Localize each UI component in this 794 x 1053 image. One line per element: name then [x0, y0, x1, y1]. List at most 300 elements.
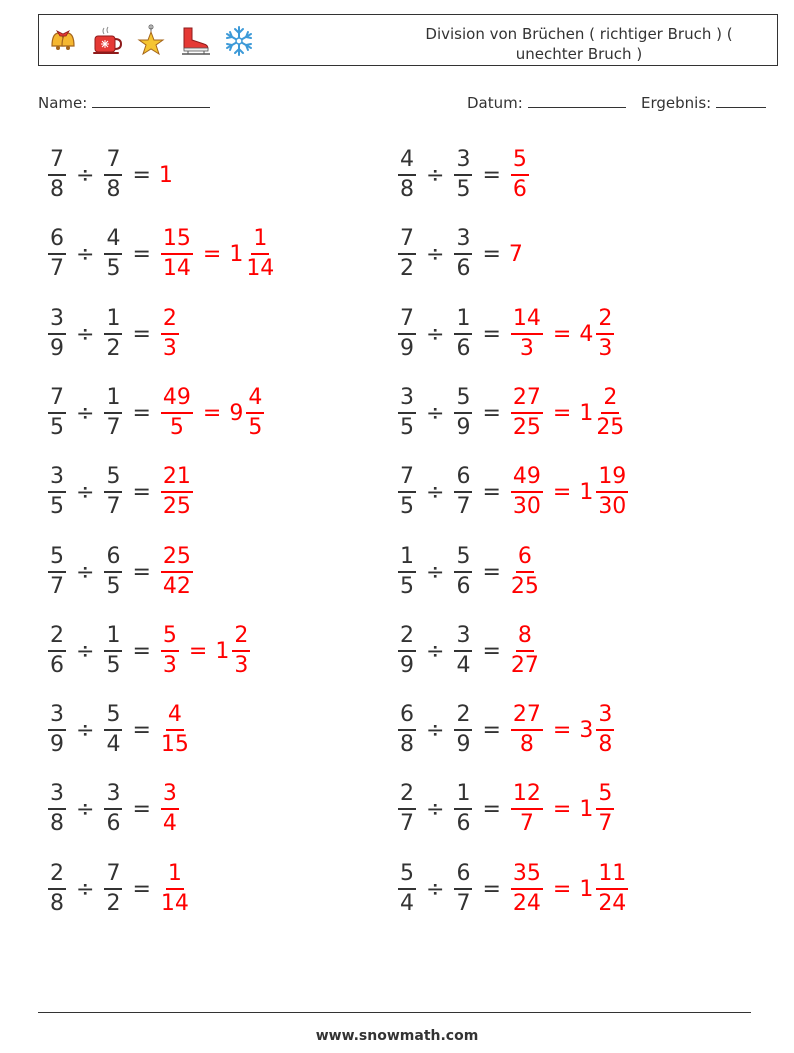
numerator: 1 — [104, 307, 122, 335]
denominator: 8 — [598, 732, 613, 757]
problem-item — [46, 700, 191, 760]
dividend-fraction — [398, 862, 416, 916]
answer — [159, 545, 195, 599]
date-blank[interactable] — [528, 92, 626, 108]
denominator: 4 — [456, 653, 471, 678]
dividend-fraction — [398, 465, 416, 519]
denominator: 8 — [400, 177, 414, 202]
numerator: 2 — [48, 862, 66, 890]
mug-icon — [89, 23, 125, 59]
denominator: 9 — [50, 732, 64, 757]
divide-sign: ÷ — [76, 638, 95, 664]
divide-sign: ÷ — [76, 400, 95, 426]
denominator: 5 — [248, 415, 263, 440]
mixed-whole: 1 — [579, 796, 594, 822]
answer-fraction — [511, 782, 543, 836]
name-label: Name: — [38, 94, 88, 112]
answer — [159, 703, 191, 757]
divide-sign: ÷ — [426, 796, 445, 822]
answer-fraction — [161, 227, 193, 281]
dividend-fraction — [48, 703, 66, 757]
divide-sign: ÷ — [426, 400, 445, 426]
divisor-fraction — [104, 307, 122, 361]
denominator: 6 — [456, 256, 471, 281]
divisor-fraction — [454, 862, 472, 916]
numerator: 2 — [398, 624, 416, 652]
equals-sign: = — [132, 400, 151, 426]
dividend-fraction — [398, 386, 416, 440]
footer-url: www.snowmath.com — [315, 1028, 479, 1044]
divisor-fraction — [454, 227, 472, 281]
divisor-fraction — [454, 624, 472, 678]
answer-whole: 1 — [158, 162, 173, 188]
divide-sign: ÷ — [426, 162, 445, 188]
divisor-fraction — [454, 703, 472, 757]
problem-item — [46, 542, 195, 602]
denominator: 8 — [50, 811, 64, 836]
answer-fraction — [161, 782, 179, 836]
divisor-fraction — [104, 227, 122, 281]
denominator: 25 — [596, 415, 625, 440]
answer — [159, 227, 276, 281]
equals-sign: = — [482, 321, 501, 347]
divisor-fraction — [454, 386, 472, 440]
answer-fraction — [511, 545, 539, 599]
equals-sign: = — [552, 876, 572, 902]
dividend-fraction — [48, 545, 66, 599]
divisor-fraction — [104, 862, 122, 916]
dividend-fraction — [48, 386, 66, 440]
denominator: 7 — [400, 811, 414, 836]
problem-item — [46, 383, 266, 443]
numerator: 1 — [454, 782, 472, 810]
denominator: 14 — [246, 256, 275, 281]
denominator: 30 — [512, 494, 541, 519]
denominator: 25 — [162, 494, 191, 519]
mixed-fraction — [596, 782, 614, 836]
answer-fraction — [511, 624, 539, 678]
denominator: 5 — [50, 494, 64, 519]
equals-sign: = — [132, 796, 151, 822]
equals-sign: = — [132, 717, 151, 743]
denominator: 25 — [510, 574, 539, 599]
numerator: 25 — [161, 545, 193, 573]
denominator: 9 — [50, 336, 64, 361]
divide-sign: ÷ — [426, 638, 445, 664]
denominator: 7 — [456, 494, 471, 519]
equals-sign: = — [482, 162, 501, 188]
numerator: 3 — [454, 227, 472, 255]
answer — [509, 782, 616, 836]
mixed-fraction — [246, 386, 264, 440]
problem-item — [46, 779, 181, 839]
denominator: 8 — [400, 732, 414, 757]
answer — [159, 862, 191, 916]
denominator: 6 — [512, 177, 527, 202]
mixed-fraction — [596, 307, 614, 361]
numerator: 7 — [104, 148, 122, 176]
numerator: 5 — [104, 465, 122, 493]
denominator: 24 — [512, 891, 541, 916]
answer — [159, 386, 266, 440]
answer-fraction — [161, 386, 193, 440]
divisor-fraction — [454, 307, 472, 361]
equals-sign: = — [202, 400, 222, 426]
denominator: 7 — [50, 256, 64, 281]
answer-fraction — [511, 148, 529, 202]
answer — [509, 624, 541, 678]
numerator: 2 — [601, 386, 619, 414]
problem-item — [396, 383, 626, 443]
denominator: 30 — [598, 494, 627, 519]
answer-fraction — [511, 862, 543, 916]
denominator: 9 — [456, 415, 471, 440]
equals-sign: = — [482, 876, 501, 902]
mixed-whole: 9 — [229, 400, 244, 426]
dividend-fraction — [398, 703, 416, 757]
equals-sign: = — [482, 241, 501, 267]
answer — [159, 307, 181, 361]
snowflake-icon — [221, 23, 257, 59]
numerator: 4 — [166, 703, 184, 731]
numerator: 3 — [48, 782, 66, 810]
mixed-fraction — [596, 465, 628, 519]
dividend-fraction — [398, 148, 416, 202]
denominator: 5 — [456, 177, 471, 202]
divide-sign: ÷ — [76, 479, 95, 505]
numerator: 5 — [104, 703, 122, 731]
answer — [159, 465, 195, 519]
denominator: 9 — [400, 653, 414, 678]
mixed-fraction — [596, 862, 628, 916]
denominator: 7 — [50, 574, 64, 599]
denominator: 4 — [162, 811, 177, 836]
denominator: 5 — [400, 415, 414, 440]
mixed-whole: 4 — [579, 321, 594, 347]
answer-fraction — [511, 307, 543, 361]
denominator: 42 — [162, 574, 191, 599]
denominator: 8 — [50, 177, 64, 202]
numerator: 7 — [398, 465, 416, 493]
divide-sign: ÷ — [76, 162, 95, 188]
numerator: 3 — [48, 307, 66, 335]
numerator: 19 — [596, 465, 628, 493]
numerator: 7 — [104, 862, 122, 890]
numerator: 15 — [161, 227, 193, 255]
denominator: 5 — [106, 653, 121, 678]
answer — [509, 862, 630, 916]
numerator: 6 — [48, 227, 66, 255]
numerator: 2 — [596, 307, 614, 335]
problem-item — [46, 224, 276, 284]
divisor-fraction — [104, 782, 122, 836]
header-icons — [45, 23, 257, 59]
divisor-fraction — [104, 703, 122, 757]
divide-sign: ÷ — [76, 241, 95, 267]
numerator: 21 — [161, 465, 193, 493]
dividend-fraction — [398, 227, 416, 281]
divisor-fraction — [454, 782, 472, 836]
equals-sign: = — [552, 717, 572, 743]
dividend-fraction — [398, 307, 416, 361]
answer-fraction — [161, 465, 193, 519]
answer-fraction — [161, 862, 189, 916]
denominator: 8 — [519, 732, 534, 757]
mixed-fraction — [596, 703, 614, 757]
denominator: 24 — [598, 891, 627, 916]
numerator: 6 — [104, 545, 122, 573]
problem-item — [396, 304, 616, 364]
numerator: 1 — [454, 307, 472, 335]
date-label: Datum: — [467, 94, 523, 112]
equals-sign: = — [552, 321, 572, 347]
divisor-fraction — [454, 465, 472, 519]
star-ornament-icon — [133, 23, 169, 59]
numerator: 3 — [161, 782, 179, 810]
answer — [159, 163, 173, 188]
numerator: 1 — [104, 624, 122, 652]
answer-fraction — [511, 703, 543, 757]
numerator: 7 — [48, 386, 66, 414]
denominator: 9 — [400, 336, 414, 361]
equals-sign: = — [482, 400, 501, 426]
dividend-fraction — [48, 227, 66, 281]
denominator: 3 — [519, 336, 534, 361]
mixed-whole: 1 — [579, 876, 594, 902]
denominator: 7 — [456, 891, 471, 916]
denominator: 7 — [598, 811, 613, 836]
numerator: 2 — [232, 624, 250, 652]
denominator: 2 — [400, 256, 414, 281]
problem-item — [396, 224, 523, 284]
denominator: 2 — [106, 891, 121, 916]
denominator: 3 — [162, 653, 177, 678]
answer-fraction — [161, 307, 179, 361]
denominator: 15 — [160, 732, 189, 757]
numerator: 5 — [454, 545, 472, 573]
numerator: 5 — [48, 545, 66, 573]
numerator: 3 — [48, 465, 66, 493]
answer — [509, 307, 616, 361]
answer — [509, 545, 541, 599]
divisor-fraction — [104, 624, 122, 678]
numerator: 11 — [596, 862, 628, 890]
problem-item — [396, 145, 531, 205]
mixed-fraction — [232, 624, 250, 678]
equals-sign: = — [552, 479, 572, 505]
denominator: 5 — [400, 574, 414, 599]
mixed-whole: 1 — [579, 400, 594, 426]
problem-item — [396, 621, 541, 681]
numerator: 35 — [511, 862, 543, 890]
numerator: 2 — [161, 307, 179, 335]
denominator: 8 — [50, 891, 64, 916]
result-label: Ergebnis: — [641, 94, 712, 112]
mixed-whole: 1 — [229, 241, 244, 267]
mixed-whole: 1 — [215, 638, 230, 664]
answer-fraction — [161, 703, 189, 757]
equals-sign: = — [202, 241, 222, 267]
divisor-fraction — [104, 465, 122, 519]
dividend-fraction — [48, 307, 66, 361]
numerator: 3 — [104, 782, 122, 810]
answer — [509, 386, 626, 440]
dividend-fraction — [48, 624, 66, 678]
problem-item — [396, 542, 541, 602]
answer-fraction — [511, 465, 543, 519]
equals-sign: = — [482, 796, 501, 822]
divide-sign: ÷ — [76, 321, 95, 347]
divide-sign: ÷ — [426, 559, 445, 585]
denominator: 4 — [106, 732, 121, 757]
equals-sign: = — [132, 321, 151, 347]
numerator: 49 — [161, 386, 193, 414]
numerator: 1 — [104, 386, 122, 414]
dividend-fraction — [398, 624, 416, 678]
denominator: 6 — [106, 811, 121, 836]
equals-sign: = — [482, 479, 501, 505]
mixed-fraction — [596, 386, 624, 440]
divisor-fraction — [454, 545, 472, 599]
denominator: 14 — [162, 256, 191, 281]
denominator: 3 — [162, 336, 177, 361]
denominator: 5 — [50, 415, 64, 440]
answer — [159, 782, 181, 836]
numerator: 4 — [246, 386, 264, 414]
numerator: 3 — [596, 703, 614, 731]
denominator: 5 — [106, 574, 121, 599]
mixed-whole: 3 — [579, 717, 594, 743]
bells-icon — [45, 23, 81, 59]
equals-sign: = — [132, 559, 151, 585]
problem-item — [46, 621, 252, 681]
numerator: 5 — [398, 862, 416, 890]
problem-item — [396, 859, 630, 919]
worksheet-title: Division von Brüchen ( richtiger Bruch ) ( unechter Bruch ) — [425, 25, 733, 63]
footer-divider — [38, 1012, 751, 1013]
equals-sign: = — [132, 876, 151, 902]
numerator: 4 — [104, 227, 122, 255]
denominator: 6 — [50, 653, 64, 678]
denominator: 5 — [106, 256, 121, 281]
divisor-fraction — [104, 386, 122, 440]
denominator: 27 — [510, 653, 539, 678]
divisor-fraction — [454, 148, 472, 202]
numerator: 1 — [251, 227, 269, 255]
denominator: 5 — [400, 494, 414, 519]
divide-sign: ÷ — [76, 717, 95, 743]
equals-sign: = — [132, 479, 151, 505]
numerator: 3 — [454, 624, 472, 652]
dividend-fraction — [398, 782, 416, 836]
divide-sign: ÷ — [426, 321, 445, 347]
numerator: 6 — [516, 545, 534, 573]
problem-item — [396, 700, 616, 760]
answer — [159, 624, 252, 678]
equals-sign: = — [188, 638, 208, 664]
denominator: 9 — [456, 732, 471, 757]
equals-sign: = — [482, 559, 501, 585]
problem-item — [46, 145, 173, 205]
denominator: 14 — [160, 891, 189, 916]
equals-sign: = — [132, 162, 151, 188]
denominator: 6 — [456, 811, 471, 836]
dividend-fraction — [48, 148, 66, 202]
answer-whole: 7 — [508, 241, 523, 267]
denominator: 6 — [456, 574, 471, 599]
date-field — [467, 92, 626, 112]
problem-item — [396, 779, 616, 839]
numerator: 4 — [398, 148, 416, 176]
numerator: 5 — [161, 624, 179, 652]
divide-sign: ÷ — [426, 876, 445, 902]
equals-sign: = — [132, 638, 151, 664]
numerator: 7 — [398, 307, 416, 335]
denominator: 7 — [106, 494, 121, 519]
mixed-fraction — [246, 227, 274, 281]
problem-item — [46, 462, 195, 522]
numerator: 7 — [48, 148, 66, 176]
result-blank[interactable] — [716, 92, 766, 108]
numerator: 27 — [511, 703, 543, 731]
numerator: 8 — [516, 624, 534, 652]
problem-item — [46, 304, 181, 364]
equals-sign: = — [552, 400, 572, 426]
name-blank[interactable] — [92, 92, 210, 108]
numerator: 5 — [596, 782, 614, 810]
numerator: 3 — [48, 703, 66, 731]
name-field — [38, 92, 210, 112]
denominator: 7 — [519, 811, 534, 836]
denominator: 4 — [400, 891, 414, 916]
denominator: 5 — [169, 415, 184, 440]
denominator: 6 — [456, 336, 471, 361]
denominator: 25 — [512, 415, 541, 440]
equals-sign: = — [482, 717, 501, 743]
answer — [509, 465, 630, 519]
numerator: 2 — [48, 624, 66, 652]
mixed-whole: 1 — [579, 479, 594, 505]
worksheet-header — [38, 14, 778, 66]
answer — [509, 242, 523, 267]
equals-sign: = — [552, 796, 572, 822]
numerator: 14 — [511, 307, 543, 335]
numerator: 2 — [398, 782, 416, 810]
equals-sign: = — [132, 241, 151, 267]
answer-fraction — [161, 545, 193, 599]
dividend-fraction — [48, 862, 66, 916]
numerator: 7 — [398, 227, 416, 255]
numerator: 49 — [511, 465, 543, 493]
answer — [509, 703, 616, 757]
numerator: 1 — [398, 545, 416, 573]
divide-sign: ÷ — [426, 717, 445, 743]
numerator: 6 — [454, 862, 472, 890]
denominator: 7 — [106, 415, 121, 440]
denominator: 3 — [598, 336, 613, 361]
numerator: 3 — [398, 386, 416, 414]
divide-sign: ÷ — [426, 479, 445, 505]
divide-sign: ÷ — [426, 241, 445, 267]
numerator: 2 — [454, 703, 472, 731]
problem-item — [396, 462, 630, 522]
numerator: 5 — [511, 148, 529, 176]
divide-sign: ÷ — [76, 876, 95, 902]
answer-fraction — [161, 624, 179, 678]
denominator: 3 — [234, 653, 249, 678]
divide-sign: ÷ — [76, 796, 95, 822]
divisor-fraction — [104, 545, 122, 599]
